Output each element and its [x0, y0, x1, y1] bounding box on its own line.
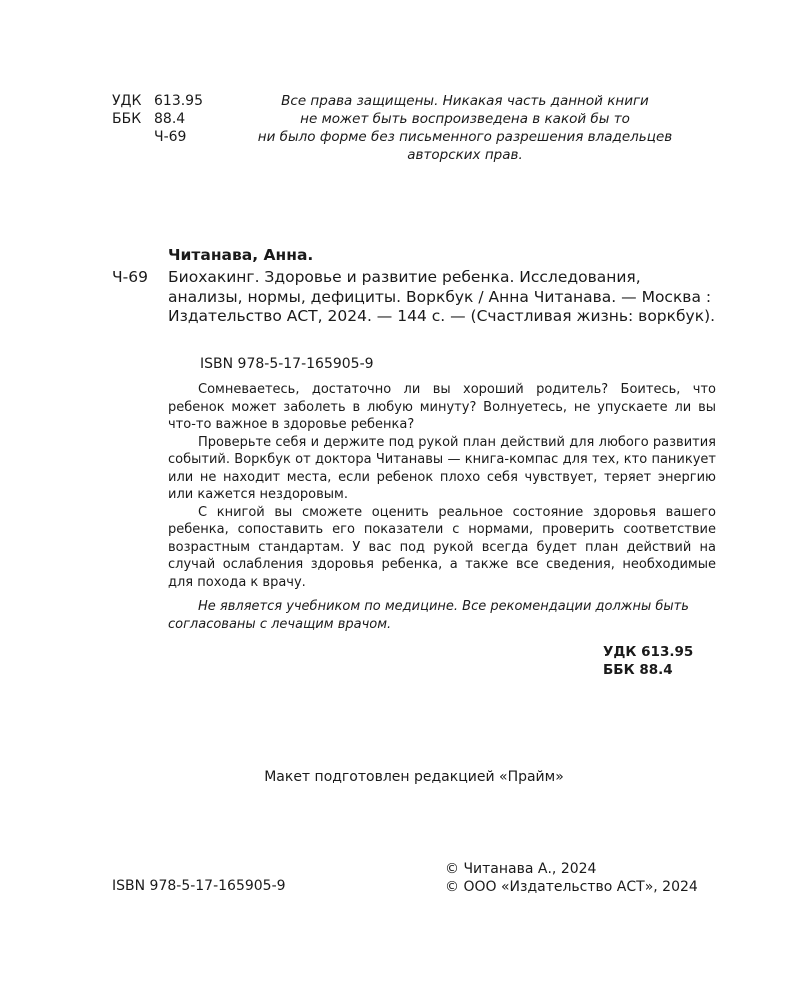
bottom-bbk: ББК 88.4 [603, 662, 673, 678]
rights-line: ни было форме без письменного разрешения владельцев [257, 129, 673, 145]
annotation [168, 381, 716, 591]
bottom-classification [603, 643, 693, 679]
bbk-value: 88.4 [154, 111, 186, 127]
copyright-line: © Читанава А., 2024 [445, 861, 597, 877]
author-heading: Читанава, Анна. [168, 246, 314, 264]
udk-row [112, 92, 203, 110]
rights-line: не может быть воспроизведена в какой бы то [300, 111, 630, 127]
bbk-row [112, 110, 203, 128]
annotation-paragraph: Проверьте себя и держите под рукой план действий для любого развития событий. Воркбук от доктора Читанавы — книга-компас для тех, кто паникует или не находит места, если ребенок плохо себя чувствует, теряет энергию или кажется нездоровым. [168, 434, 716, 502]
annotation-paragraph: С книгой вы сможете оценить реальное состояние здоровья вашего ребенка, сопоставить его показатели с нормами, проверить соответствие возрастным стандартам. У вас под рукой всегда будет план действий на случай ослабления здоровья ребенка, а также все сведения, необходимые для похода к врачу. [168, 504, 716, 590]
record-cutter-code: Ч-69 [112, 268, 148, 286]
isbn-record: ISBN 978-5-17-165905-9 [200, 356, 374, 372]
rights-line: Все права защищены. Никакая часть данной книги [281, 93, 649, 109]
udk-value: 613.95 [154, 93, 203, 109]
medical-disclaimer: Не является учебником по медицине. Все рекомендации должны быть согласованы с лечащим врачом. [168, 599, 689, 632]
annotation-paragraph: Сомневаетесь, достаточно ли вы хороший родитель? Боитесь, что ребенок может заболеть в любую минуту? Волнуетесь, не упускаете ли вы что-то важное в здоровье ребенка? [168, 382, 716, 432]
copyright-block [445, 860, 698, 896]
cutter-code: Ч-69 [154, 129, 187, 145]
bbk-label: ББК [112, 111, 142, 127]
bibliographic-description: Биохакинг. Здоровье и развитие ребенка. Исследования, анализы, нормы, дефициты. Воркбук / Анна Читанава. — Москва : Издательство АСТ, 2024. — 144 с. — (Счастливая жизнь: воркбук). [168, 268, 716, 325]
layout-credit: Макет подготовлен редакцией «Прайм» [264, 769, 564, 785]
copyright-line: © ООО «Издательство АСТ», 2024 [445, 879, 698, 895]
rights-line: авторских прав. [407, 147, 523, 163]
bottom-udk: УДК 613.95 [603, 644, 694, 660]
rights-notice [250, 92, 680, 164]
classification-block [112, 92, 203, 146]
udk-label: УДК [112, 93, 142, 109]
isbn-bottom: ISBN 978-5-17-165905-9 [112, 878, 286, 894]
